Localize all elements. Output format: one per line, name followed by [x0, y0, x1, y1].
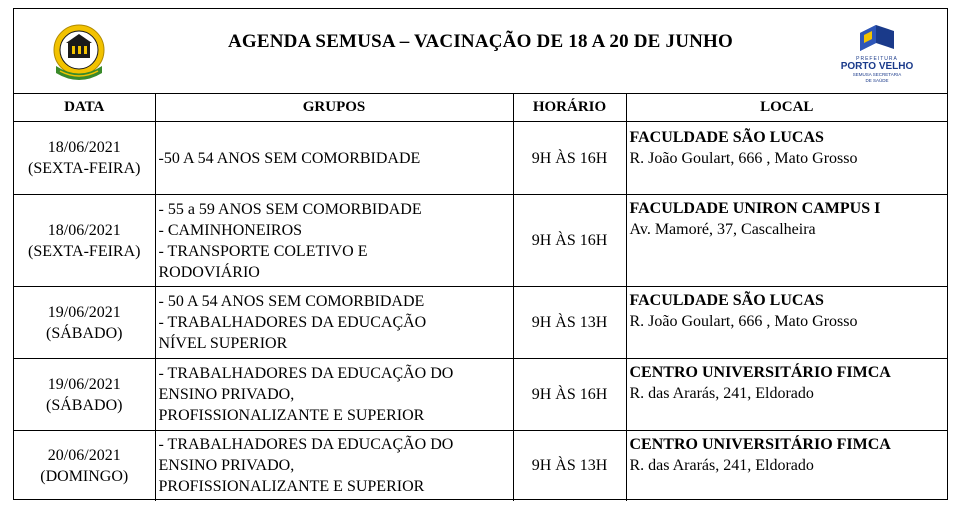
table-row — [14, 195, 947, 287]
logo-prefeitura-text: PREFEITURA — [856, 56, 898, 62]
groups-cell — [155, 195, 513, 287]
table-row — [14, 287, 947, 359]
place-address: R. João Goulart, 666 , Mato Grosso — [629, 313, 858, 330]
place-name: FACULDADE UNIRON CAMPUS I — [629, 200, 881, 217]
date-text: 18/06/2021 — [47, 221, 121, 239]
logo-saude-text: DE SAÚDE — [865, 78, 889, 83]
groups-cell — [155, 431, 513, 501]
column-header-time: HORÁRIO — [513, 94, 626, 122]
table-row — [14, 122, 947, 195]
schedule-table — [14, 94, 947, 501]
time-cell: 9H ÀS 16H — [513, 122, 626, 195]
table-row — [14, 359, 947, 431]
groups-cell — [155, 122, 513, 195]
weekday-text: (SÁBADO) — [46, 324, 123, 342]
logo-city-text: PORTO VELHO — [840, 61, 914, 72]
local-cell — [626, 195, 947, 287]
column-header-groups: GRUPOS — [155, 94, 513, 122]
prefeitura-logo — [837, 23, 917, 85]
group-line: RODOVIÁRIO — [158, 263, 260, 281]
place-name: FACULDADE SÃO LUCAS — [629, 129, 824, 146]
weekday-text: (SEXTA-FEIRA) — [28, 160, 141, 177]
flag-logo-icon — [856, 23, 898, 55]
place-address: Av. Mamoré, 37, Cascalheira — [629, 221, 816, 238]
schedule-document — [13, 8, 948, 500]
groups-cell — [155, 287, 513, 359]
group-line: - TRABALHADORES DA EDUCAÇÃO DO — [158, 365, 454, 382]
group-line: - CAMINHONEIROS — [158, 221, 303, 239]
weekday-text: (SEXTA-FEIRA) — [28, 242, 141, 260]
group-line: - 50 A 54 ANOS SEM COMORBIDADE — [158, 293, 425, 310]
group-line: NÍVEL SUPERIOR — [158, 335, 288, 352]
place-name: FACULDADE SÃO LUCAS — [629, 292, 824, 309]
group-line: ENSINO PRIVADO, — [158, 457, 295, 475]
place-address: R. das Ararás, 241, Eldorado — [629, 385, 814, 402]
group-line: ENSINO PRIVADO, — [158, 386, 295, 403]
date-text: 18/06/2021 — [47, 139, 121, 156]
date-cell — [14, 359, 155, 431]
place-address: R. das Ararás, 241, Eldorado — [629, 457, 814, 474]
date-cell — [14, 122, 155, 195]
document-header — [14, 9, 947, 94]
local-cell — [626, 122, 947, 195]
column-header-local: LOCAL — [626, 94, 947, 122]
local-cell — [626, 431, 947, 501]
page-title: AGENDA SEMUSA – VACINAÇÃO DE 18 A 20 DE JUNHO — [227, 31, 733, 52]
group-line: PROFISSIONALIZANTE E SUPERIOR — [158, 478, 425, 496]
date-cell — [14, 431, 155, 501]
group-line: PROFISSIONALIZANTE E SUPERIOR — [158, 407, 425, 424]
table-row — [14, 431, 947, 501]
date-text: 19/06/2021 — [47, 375, 121, 393]
date-text: 20/06/2021 — [47, 446, 121, 464]
column-header-date: DATA — [14, 94, 155, 122]
group-line: - 55 a 59 ANOS SEM COMORBIDADE — [158, 200, 422, 218]
date-text: 19/06/2021 — [47, 303, 121, 321]
place-address: R. João Goulart, 666 , Mato Grosso — [629, 150, 858, 167]
date-cell — [14, 287, 155, 359]
weekday-text: (SÁBADO) — [46, 396, 123, 414]
group-line: - TRABALHADORES DA EDUCAÇÃO DO — [158, 436, 454, 454]
place-name: CENTRO UNIVERSITÁRIO FIMCA — [629, 436, 891, 453]
groups-cell — [155, 359, 513, 431]
table-header-row — [14, 94, 947, 122]
time-cell: 9H ÀS 16H — [513, 359, 626, 431]
weekday-text: (DOMINGO) — [40, 467, 129, 485]
local-cell — [626, 287, 947, 359]
time-cell: 9H ÀS 13H — [513, 287, 626, 359]
group-line: - TRABALHADORES DA EDUCAÇÃO — [158, 314, 427, 331]
group-line: -50 A 54 ANOS SEM COMORBIDADE — [158, 149, 421, 167]
group-line: - TRANSPORTE COLETIVO E — [158, 242, 368, 260]
time-cell: 9H ÀS 13H — [513, 431, 626, 501]
date-cell — [14, 195, 155, 287]
place-name: CENTRO UNIVERSITÁRIO FIMCA — [629, 364, 891, 381]
time-cell: 9H ÀS 16H — [513, 195, 626, 287]
logo-semusa-text: SEMUSA SECRETARIA — [852, 72, 902, 77]
local-cell — [626, 359, 947, 431]
